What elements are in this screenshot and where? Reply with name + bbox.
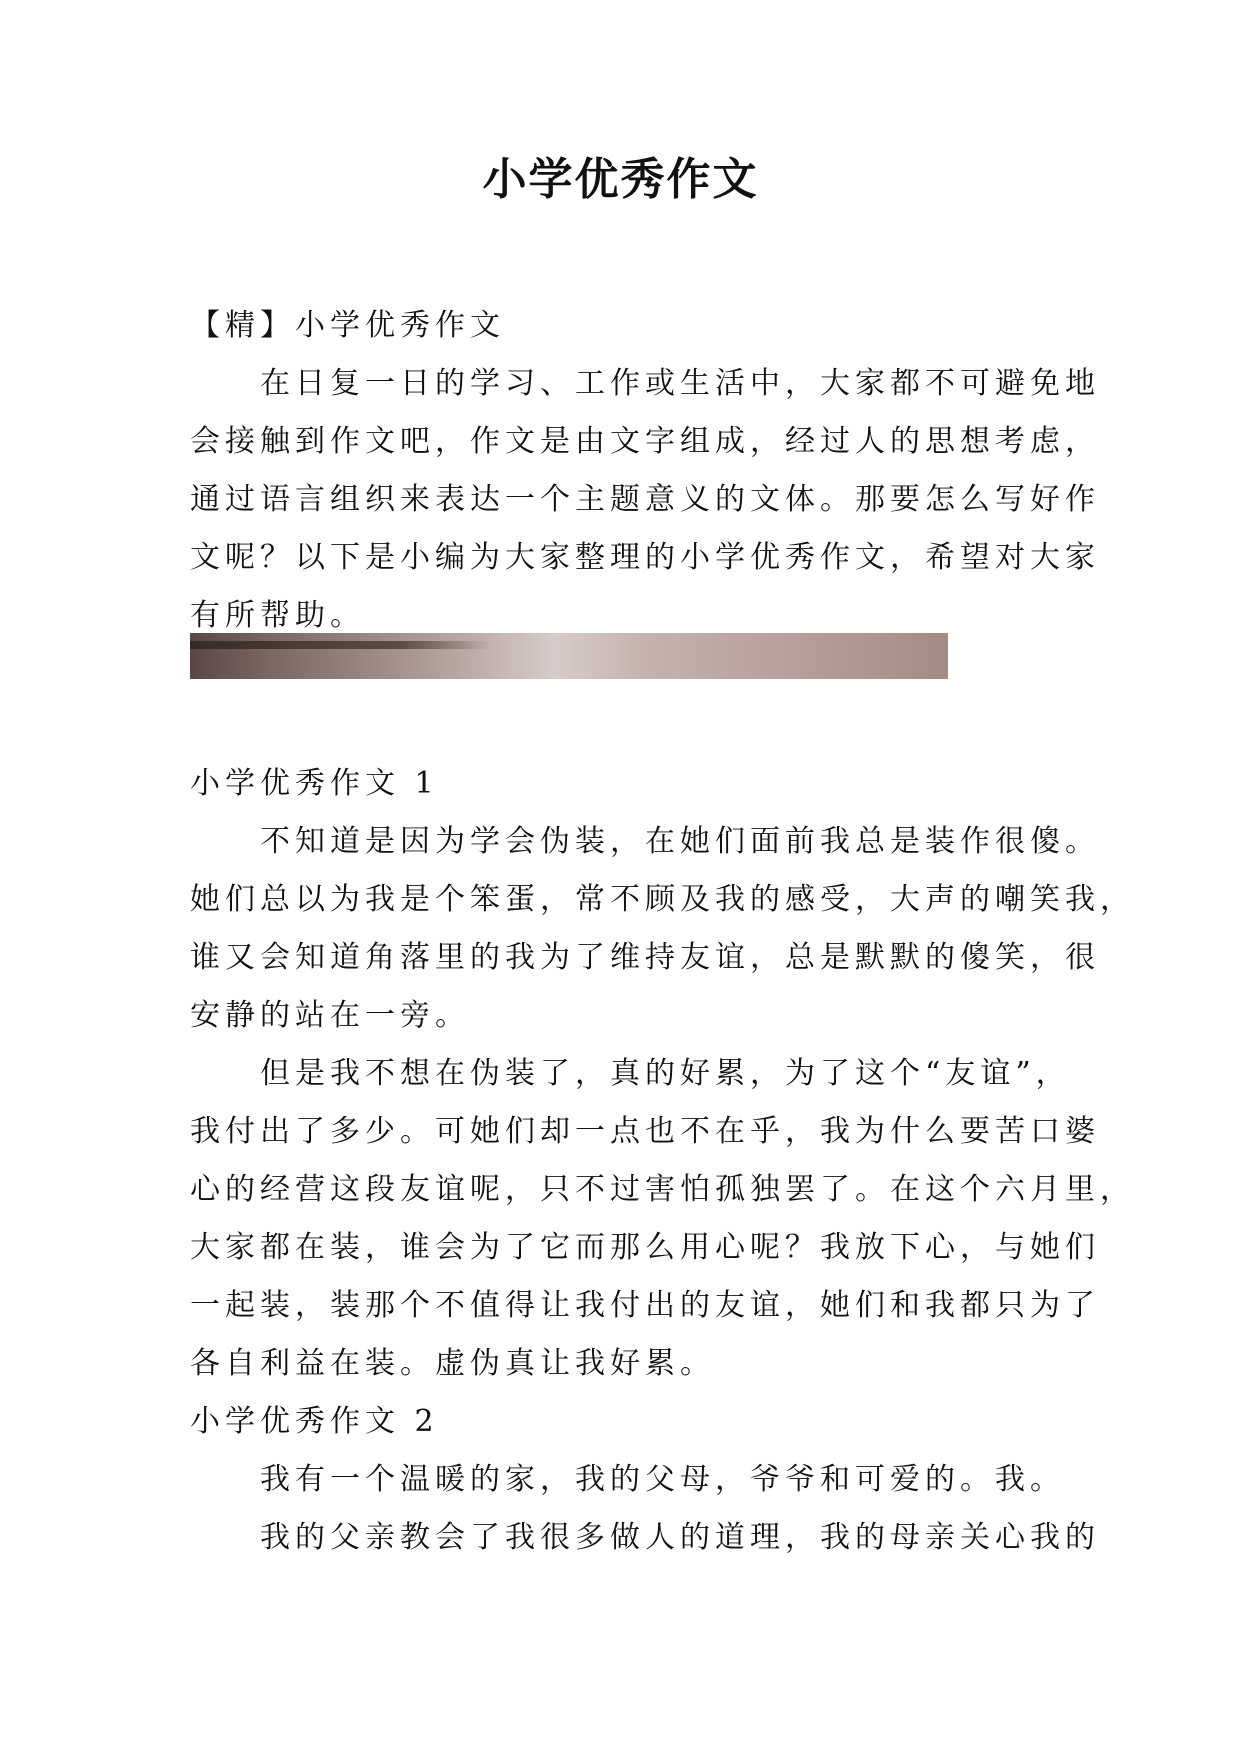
essay-1-paragraph-2-line: 大家都在装，谁会为了它而那么用心呢？我放下心，与她们 bbox=[190, 1230, 1100, 1265]
essay-2-paragraph-2: 我的父亲教会了我很多做人的道理，我的母亲关心我的 bbox=[190, 1520, 1100, 1555]
intro-line: 在日复一日的学习、工作或生活中，大家都不可避免地 bbox=[190, 366, 1100, 401]
essay-1-paragraph-2-line: 心的经营这段友谊呢，只不过害怕孤独罢了。在这个六月里， bbox=[190, 1172, 1135, 1207]
intro-line: 通过语言组织来表达一个主题意义的文体。那要怎么写好作 bbox=[190, 482, 1100, 517]
essay-1-paragraph-2-line: 我付出了多少。可她们却一点也不在乎，我为什么要苦口婆 bbox=[190, 1114, 1100, 1149]
intro-line: 文呢？以下是小编为大家整理的小学优秀作文，希望对大家 bbox=[190, 540, 1100, 575]
intro-line: 有所帮助。 bbox=[190, 598, 365, 633]
essay-1-paragraph-2-line: 各自利益在装。虚伪真让我好累。 bbox=[190, 1346, 715, 1381]
essay-1-paragraph-1-line: 安静的站在一旁。 bbox=[190, 998, 470, 1033]
essay-1-paragraph-2-line: 但是我不想在伪装了，真的好累，为了这个“友谊”， bbox=[190, 1056, 1071, 1091]
essay-2-paragraph-1: 我有一个温暖的家，我的父母，爷爷和可爱的。我。 bbox=[190, 1462, 1065, 1497]
essay-1-paragraph-1-line: 不知道是因为学会伪装，在她们面前我总是装作很傻。 bbox=[190, 824, 1100, 859]
intro-line: 会接触到作文吧，作文是由文字组成，经过人的思想考虑， bbox=[190, 424, 1100, 459]
essay-2-heading: 小学优秀作文 2 bbox=[190, 1404, 439, 1439]
decorative-image-strip bbox=[190, 633, 948, 679]
intro-heading: 【精】小学优秀作文 bbox=[190, 308, 505, 343]
essay-1-heading: 小学优秀作文 1 bbox=[190, 766, 439, 801]
essay-1-paragraph-2-line: 一起装，装那个不值得让我付出的友谊，她们和我都只为了 bbox=[190, 1288, 1100, 1323]
document-title: 小学优秀作文 bbox=[482, 154, 759, 205]
intro-section bbox=[190, 297, 1100, 645]
essay-1-paragraph-1-line: 她们总以为我是个笨蛋，常不顾及我的感受，大声的嘲笑我， bbox=[190, 882, 1135, 917]
essay-1-paragraph-1-line: 谁又会知道角落里的我为了维持友谊，总是默默的傻笑，很 bbox=[190, 940, 1100, 975]
essay-1-section bbox=[190, 755, 1135, 1567]
